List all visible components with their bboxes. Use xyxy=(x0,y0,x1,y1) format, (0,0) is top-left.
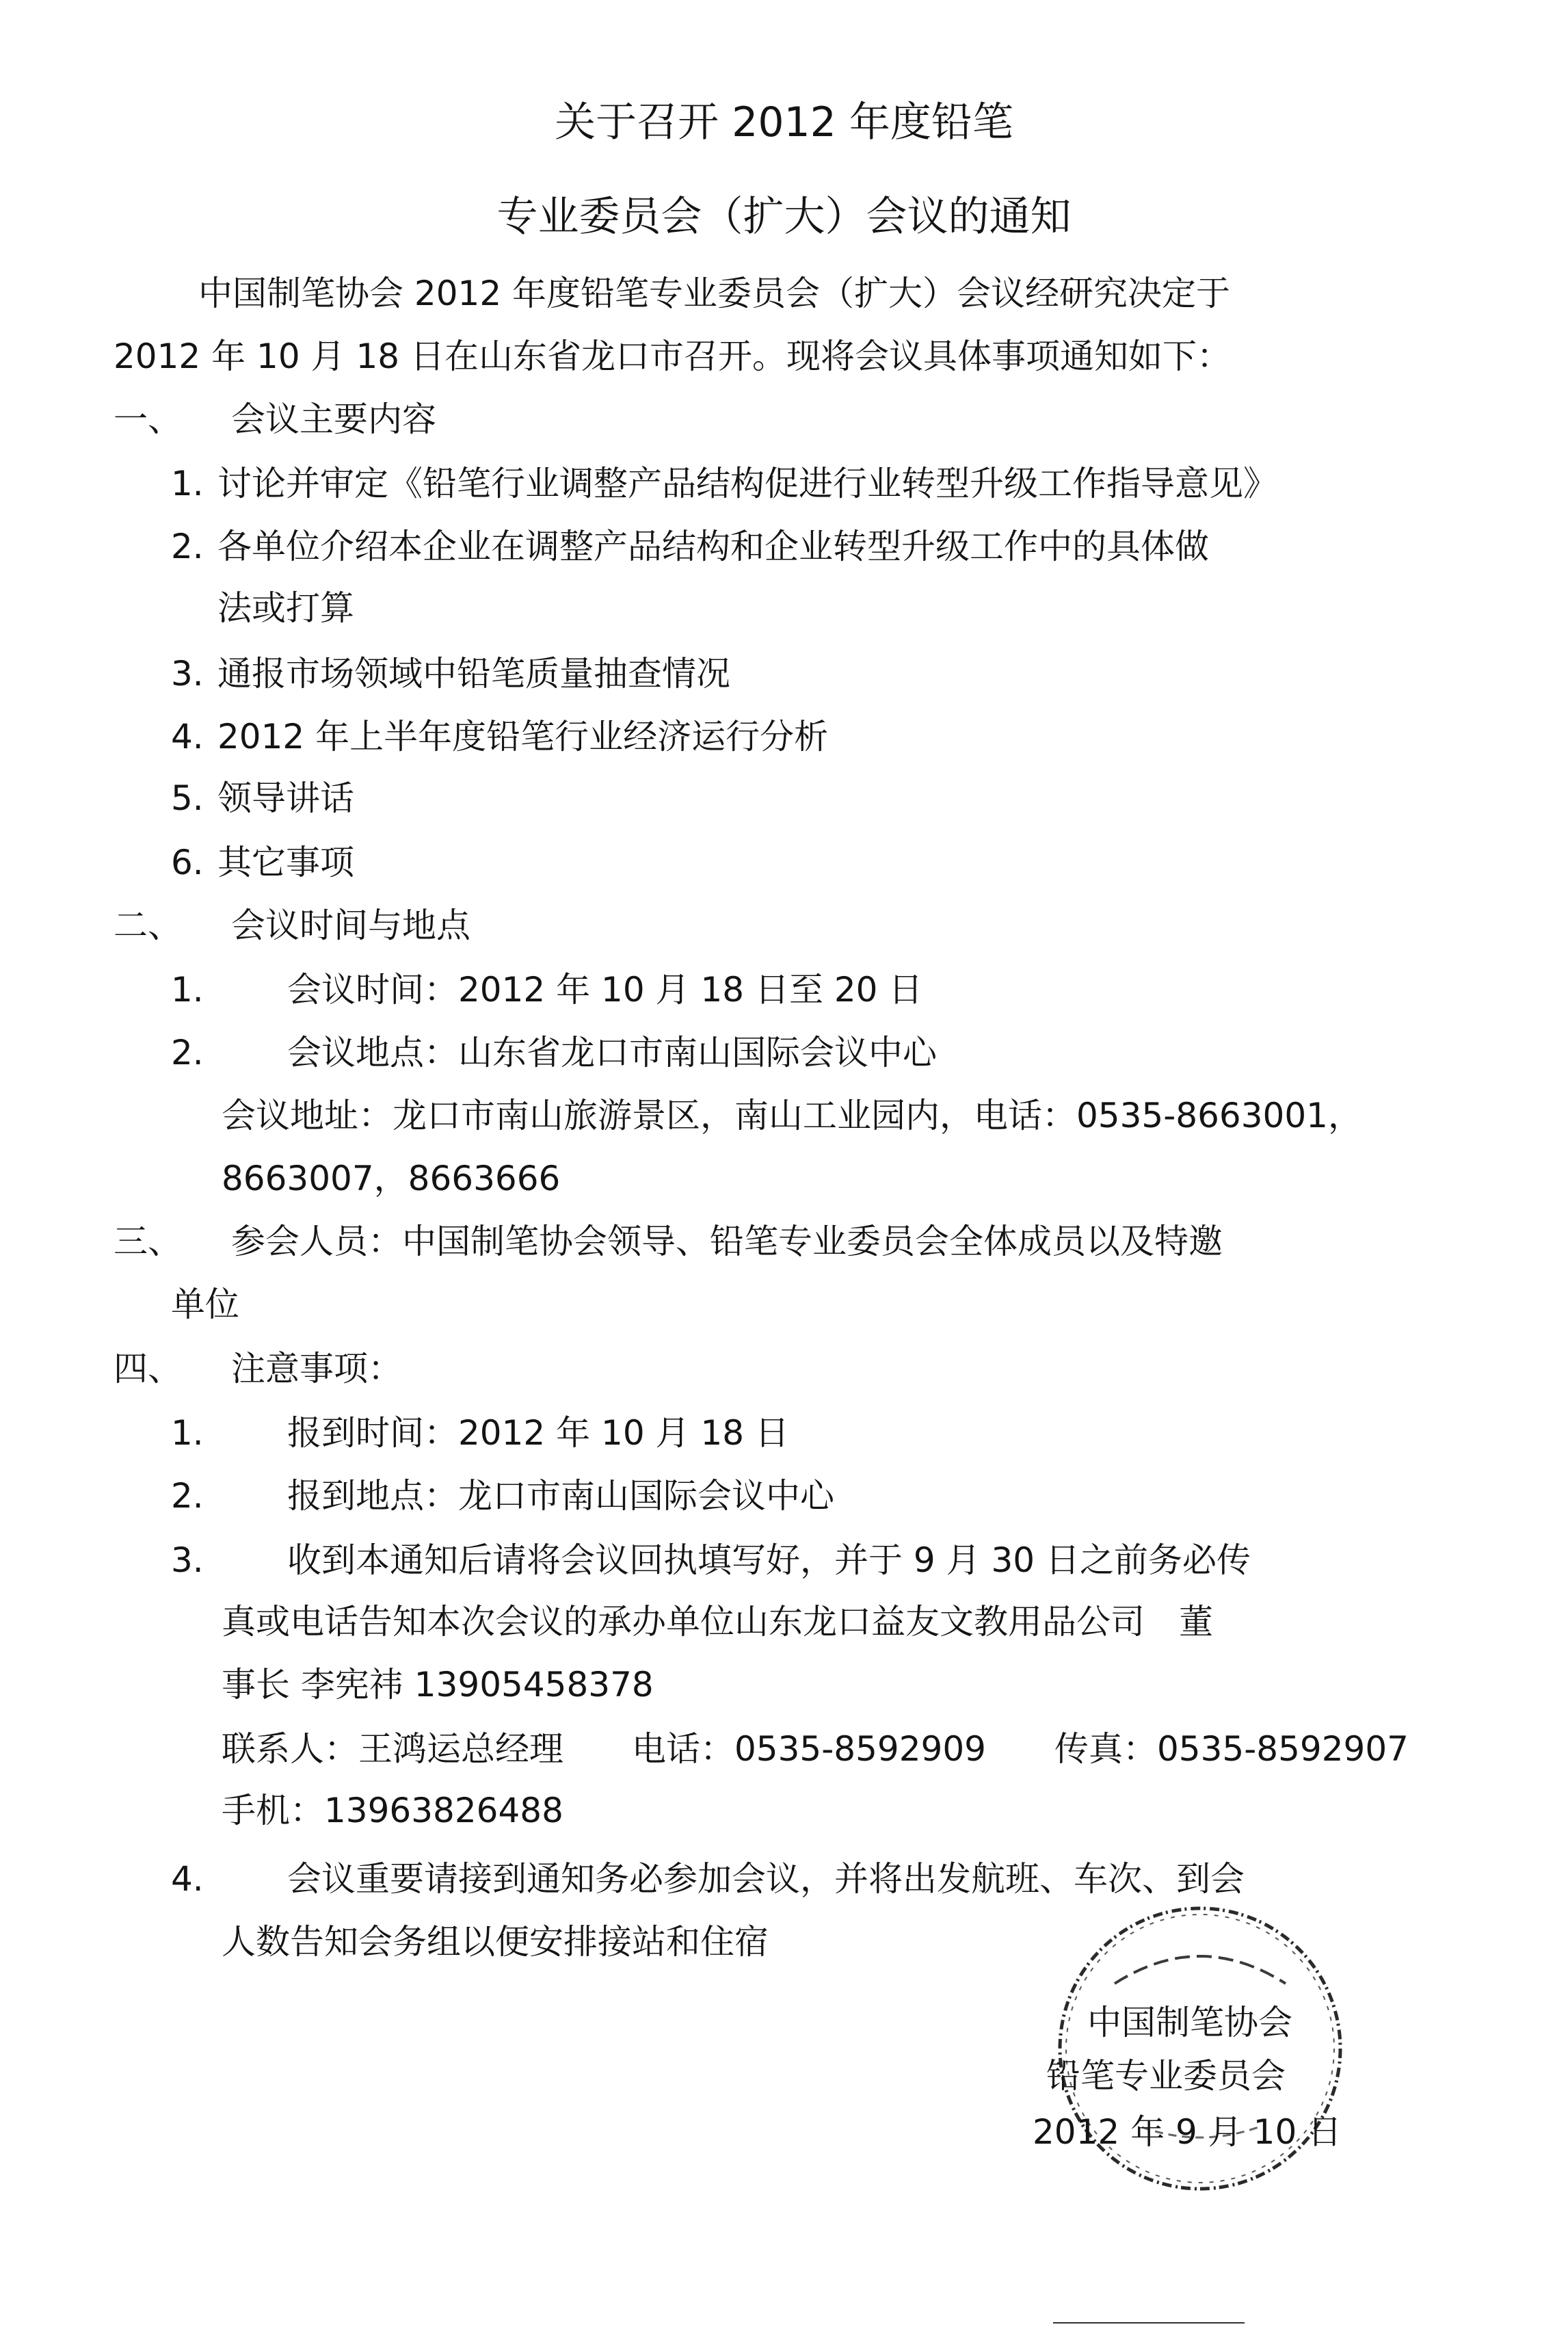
section1-item5-text: 领导讲话 xyxy=(217,778,354,818)
section1-heading: 会议主要内容 xyxy=(231,399,436,439)
section4-item3-contact: 联系人：王鸿运总经理 电话：0535-8592909 传真：0535-8592907 xyxy=(222,1729,1409,1769)
intro-line2: 2012 年 10 月 18 日在山东省龙口市召开。现将会议具体事项通知如下： xyxy=(114,337,1231,376)
section1-item4-text: 2012 年上半年度铅笔行业经济运行分析 xyxy=(217,717,829,756)
section2-item2-number: 2. xyxy=(171,1033,204,1073)
signature-date: 2012 年 9 月 10 日 xyxy=(1033,2112,1342,2152)
section1-item2-text: 各单位介绍本企业在调整产品结构和企业转型升级工作中的具体做 xyxy=(217,527,1209,566)
section1-item3-text: 通报市场领域中铅笔质量抽查情况 xyxy=(217,654,730,694)
document-title-line2: 专业委员会（扩大）会议的通知 xyxy=(496,193,1072,241)
section2-address-line2: 8663007，8663666 xyxy=(222,1159,561,1198)
section4-marker: 四、 xyxy=(114,1349,182,1389)
section1-item1-number: 1. xyxy=(171,464,204,503)
section4-heading: 注意事项： xyxy=(231,1349,402,1389)
section2-item1-text: 会议时间：2012 年 10 月 18 日至 20 日 xyxy=(287,970,923,1010)
section2-marker: 二、 xyxy=(114,906,182,945)
section1-item1-text: 讨论并审定《铅笔行业调整产品结构促进行业转型升级工作指导意见》 xyxy=(217,464,1277,503)
section1-item2-number: 2. xyxy=(171,527,204,566)
section1-item5-number: 5. xyxy=(171,778,204,818)
section4-item4-continuation: 人数告知会务组以便安排接站和住宿 xyxy=(222,1922,769,1962)
section4-item4-number: 4. xyxy=(171,1859,204,1899)
section1-item6-number: 6. xyxy=(171,843,204,882)
section4-item3-mobile: 手机：13963826488 xyxy=(222,1791,563,1830)
section4-item1-number: 1. xyxy=(171,1413,204,1453)
section1-item6-text: 其它事项 xyxy=(217,843,354,882)
section2-heading: 会议时间与地点 xyxy=(231,906,470,945)
section1-item4-number: 4. xyxy=(171,717,204,756)
section1-item2-continuation: 法或打算 xyxy=(217,588,354,628)
intro-line1: 中国制笔协会 2012 年度铅笔专业委员会（扩大）会议经研究决定于 xyxy=(198,274,1231,313)
bottom-rule xyxy=(1053,2322,1245,2324)
signature-org-line1: 中国制笔协会 xyxy=(1087,2003,1292,2042)
section1-marker: 一、 xyxy=(114,399,182,439)
section2-item2-text: 会议地点：山东省龙口市南山国际会议中心 xyxy=(287,1033,937,1073)
section4-item3-text: 收到本通知后请将会议回执填写好，并于 9 月 30 日之前务必传 xyxy=(287,1540,1251,1580)
section2-item1-number: 1. xyxy=(171,970,204,1010)
section4-item2-number: 2. xyxy=(171,1476,204,1516)
section4-item3-continuation1: 真或电话告知本次会议的承办单位山东龙口益友文教用品公司 董 xyxy=(222,1602,1213,1642)
section4-item3-continuation2: 事长 李宪祎 13905458378 xyxy=(222,1665,654,1705)
section3-text: 参会人员：中国制笔协会领导、铅笔专业委员会全体成员以及特邀 xyxy=(231,1222,1223,1261)
document-title-line1: 关于召开 2012 年度铅笔 xyxy=(555,98,1013,146)
section4-item1-text: 报到时间：2012 年 10 月 18 日 xyxy=(287,1413,789,1453)
section2-address-line1: 会议地址：龙口市南山旅游景区，南山工业园内，电话：0535-8663001， xyxy=(222,1096,1362,1135)
section1-item3-number: 3. xyxy=(171,654,204,694)
section3-marker: 三、 xyxy=(114,1222,182,1261)
section3-continuation: 单位 xyxy=(171,1285,239,1324)
section4-item3-number: 3. xyxy=(171,1540,204,1580)
signature-org-line2: 铅笔专业委员会 xyxy=(1046,2056,1286,2096)
section4-item4-text: 会议重要请接到通知务必参加会议，并将出发航班、车次、到会 xyxy=(287,1859,1245,1899)
section4-item2-text: 报到地点：龙口市南山国际会议中心 xyxy=(287,1476,834,1516)
